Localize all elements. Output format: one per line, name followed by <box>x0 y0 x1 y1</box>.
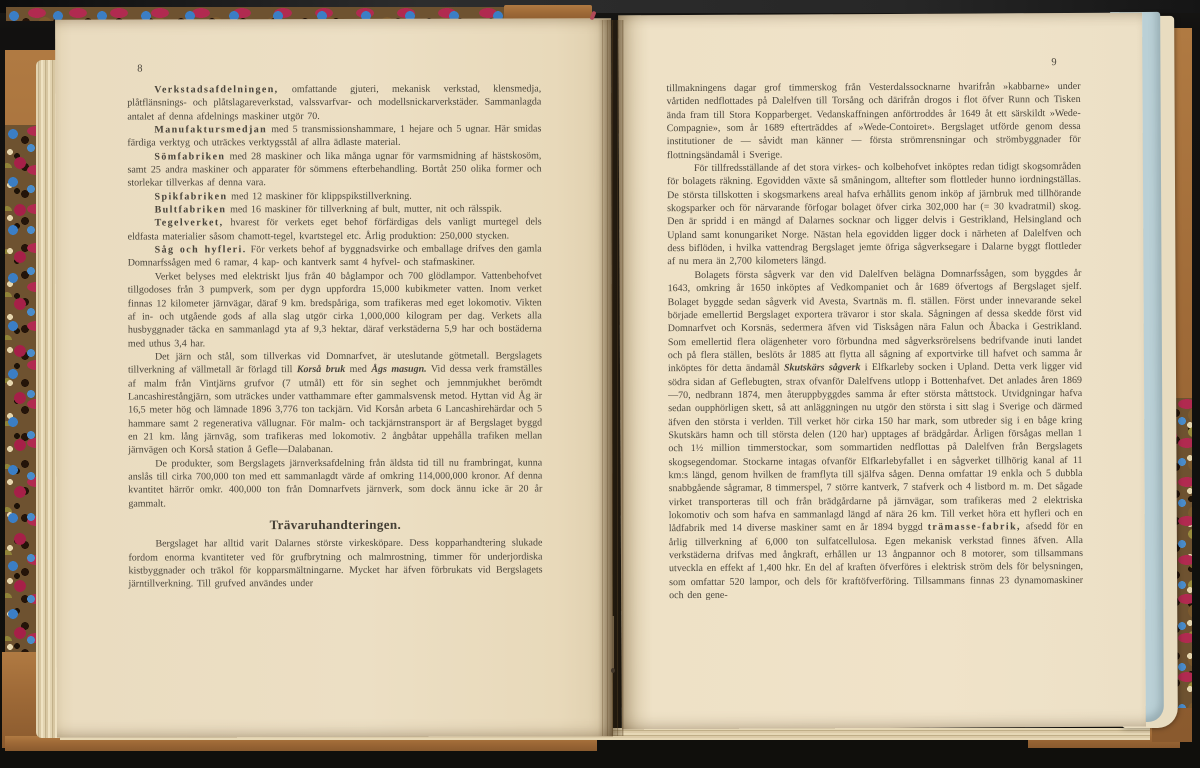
right-page-text <box>666 80 1083 603</box>
right-page <box>618 13 1146 730</box>
paragraph: Sömfabriken med 28 maskiner och lika många ugnar för varmsmidning af hästskosöm, samt 25 andra maskiner och apparater för sömmens efterbehandling. Bortåt 250 olika former och storlekar tillverkas af denna vara. <box>127 150 542 189</box>
paragraph: För tillfredsställande af det stora virkes- och kolbehofvet inköptes redan tidigt skogsområden för bolagets räkning. Egovidden växte så småningom, alltefter som flottleder hunno iordningställas. De största tillskotten i skogsmarkens areal hafva erhållits genom inköp af järnbruk med tillhörande skogsparker och för närvarande förfogar bolaget öfver cirka 302,000 har (= 30 kvadratmil) skog. Den är spridd i en mängd af Dalarnes socknar och ligger delvis i Gestrikland, Helsingland och Upland samt konungariket Norge. Nästan hela egovidden ligger dock i närheten af Dalelfven och dess biflöden, i hvilka vattendrag Bergslaget jemte öfriga sågverksegare i Dalarne byggt flottleder af nu mera än 2,700 kilometers längd. <box>666 161 1082 268</box>
paragraph: Det järn och stål, som tillverkas vid Domnarfvet, är uteslutande götmetall. Bergslagets tillverkning af vällmetall är förlagd till Korså bruk med Ågs masugn. Vid dessa verk framställes af malm från Vintjärns grufvor (7 utmål) ett för sin seghet och jemnmjukhet berömdt Lancashirestångjärn, som uträckes under vatthammare efter gammalsvensk metod. Hyttan vid Åg är 16,5 meter hög och lämnade 1896 3,776 ton tackjärn. Vid Korsån arbeta 6 Lancashirehärdar och 5 hammare samt 2 regenerativa vällugnar. För malm- och tackjärnstransport är af Bergslaget byggd en 21 km. lång järnväg, som trafikeras med lokomotiv. 2 ångbåtar uppehålla trafiken mellan järnvägen och Korså station å Gefle—Dalabanan. <box>127 350 543 456</box>
paragraph: Spikfabriken med 12 maskiner för klippspikstillverkning. <box>154 190 412 203</box>
paragraph: De produkter, som Bergslagets järnverksafdelning från äldsta tid till nu frambringat, kunna anslås till cirka 700,000 ton med ett sammanlagdt värde af omkring 114,000,000 kronor. Af denna kvantitet härrör omkr. 400,000 ton från Domnarfvets järnverk, som dock ännu icke är 20 år gammalt. <box>128 457 543 510</box>
left-page-text <box>127 82 542 591</box>
paragraph: Bergslaget har alltid varit Dalarnes störste virkesköpare. Dess kopparhandtering slukade fordom enorma kvantiteter ved för grufbrytning och malmrostning, timmer för underjordiska kistbyggnader och träkol för kopparsmältningarne. Mycket har äfven förbrukats vid Bergslagets järntillverkning. Till grufved användes under <box>128 537 543 590</box>
page-number-left: 8 <box>137 63 143 75</box>
paragraph: Bultfabriken med 16 maskiner för tillverkning af bult, mutter, nit och rälsspik. <box>154 203 502 216</box>
paragraph: Bolagets första sågverk var den vid Dalelfven belägna Domnarfssågen, som byggdes år 1643, omkring år 1650 inköptes af Vedkompaniet och år 1689 öfvertogs af Bergslaget sjelf. Bolaget byggde sedan sågverk vid Avesta, Svartnäs m. fl. ställen. Först under innevarande sekel började emellertid Bergslaget exportera trävaror i stor skala. Sågningen af dessa skedde först vid Domnarfvet och Korsnäs, sedermera äfven vid Tisksågen nära Falun och Åbacka i Gestrikland. Som emellertid flera olägenheter voro förbundna med sågverksrörelsens bedrifvande inuti landet och på flera ställen, beslöts år 1885 att flytta all sågning af exportvirke till hafvet och samma år inköptes för detta ändamål Skutskärs sågverk i Elfkarleby socken i Upland. Detta verk ligger vid södra sidan af Geflebugten, strax ofvanför Dalelfvens utlopp i Bottenhafvet. Det anlades åren 1869—70, nedbrann 1874, men återuppbyggdes samma år efter största måttstock. Utvidgningar hafva sedan oupphörligen skett, så att anläggningen nu utgör den största i sitt slag i Sverige och därmed äfven den största i verlden. Till verket hör cirka 150 har mark, som utbreder sig i en båge kring Skutskärs hamn och till största delen (120 har) upptages af brädgårdar. Årligen försågas mellan 1 och 1½ million timmerstockar, som sommartiden nedflottas på Dalelfven från Bergslagets skogsegendomar. Stockarne intagas ofvanför Elfkarlebyfallet i en sågverket tillhörig kanal af 11 km:s längd, genom hvilken de framflyta till själfva sågen. Denna omfattar 19 enkla och 5 dubbla snabbgående sågramar, 8 timmerspel, 7 större kantverk, 7 stafverk och 4 listbord m. m. Det sågade virket transporteras till och från brädgårdarne på järnvägar, som trafikeras med 2 elektriska lokomotiv och som hafva en sammanlagd längd af nära 26 km. Till verket höra ett hyfleri och en lådfabrik med 14 diverse maskiner samt en år 1894 byggd trämasse-fabrik, afsedd för en årlig tillverkning af 6,000 ton sulfatcellulosa. Egen mekanisk verkstad finnes äfven. Alla verkstäderna drifvas med ångkraft, erhållen ur 13 ångpannor och 8 motorer, som tillsammans utveckla en effekt af 1,400 hkr. En del af kraften öfverföres i elektrisk ström dels för belysningen, som omfattar 520 lampor, och dels för kraftöfverföring. Tillsammans finnas 23 dynamomaskiner och den gene- <box>667 267 1084 602</box>
paragraph: Verkstadsafdelningen, omfattande gjuteri, mekanisk verkstad, klensmedja, plåtflänsnings- och plåtslagareverkstad, valssvarfvar- och modellsnickarverkstäder. Sammanlagda antalet af denna afdelnings maskiner utgör 70. <box>127 83 542 123</box>
paragraph: Tegelverket, hvarest för verkets eget behof förfärdigas dels vanligt murtegel dels eldfasta materialier såsom chamott-tegel, kvartstegel etc. Årlig produktion: 250,000 stycken. <box>127 216 542 243</box>
gutter-shadow <box>598 20 624 736</box>
left-page <box>55 18 613 737</box>
paragraph: tillmakningens dagar grof timmerskog från Vesterdalssocknarne hvarifrån »kabbarne» under vårtiden nedflottades på Dalelfven till Torsång och därifrån drogos i flot öfver Runn och Tisken ända fram till Stora Kopparberget. Vedanskaffningen anförtroddes år 1649 åt ett särskildt »Wede-Compagnie», som år 1689 efterträddes af »Wede-Contoiret». Bergslaget utförde genom dessa institutioner de — såvidt man känner — första strömrensningar och strömbyggnader för flottningsändamål i Sverige. <box>666 80 1081 161</box>
section-heading: Trävaruhandteringen. <box>269 516 402 533</box>
paragraph: Såg och hyfleri. För verkets behof af byggnadsvirke och emballage drifves den gamla Domnarfssågen med 6 ramar, 4 kap- och kantverk samt 4 hyfvel- och stafmaskiner. <box>127 243 542 270</box>
paragraph: Verket belyses med elektriskt ljus från 40 båglampor och 700 glödlampor. Vattenbehofvet tillgodoses från 3 pumpverk, som per dygn uppfordra 15,000 kubikmeter vatten. Inom verket finnas 12 kilometer järnvägar, däraf 9 km. bredspåriga, som trafikeras med eget lokomotiv. Vikten af in- och utgående gods af alla slag utgör cirka 1,000,000 kilogram per dag. Verkets alla husbyggnader täcka en sammanlagd yta af 9,3 hektar, däraf verkstäderna 5,9 har och bostäderna med uthus 3,4 har. <box>127 270 542 350</box>
paragraph: Manufaktursmedjan med 5 transmissionshammare, 1 hejare och 5 ugnar. Här smidas färdiga verktyg och uträckes verktygsstål af allra ädlaste material. <box>127 123 542 149</box>
binding-thread <box>612 616 614 670</box>
page-number-right: 9 <box>1051 57 1057 69</box>
